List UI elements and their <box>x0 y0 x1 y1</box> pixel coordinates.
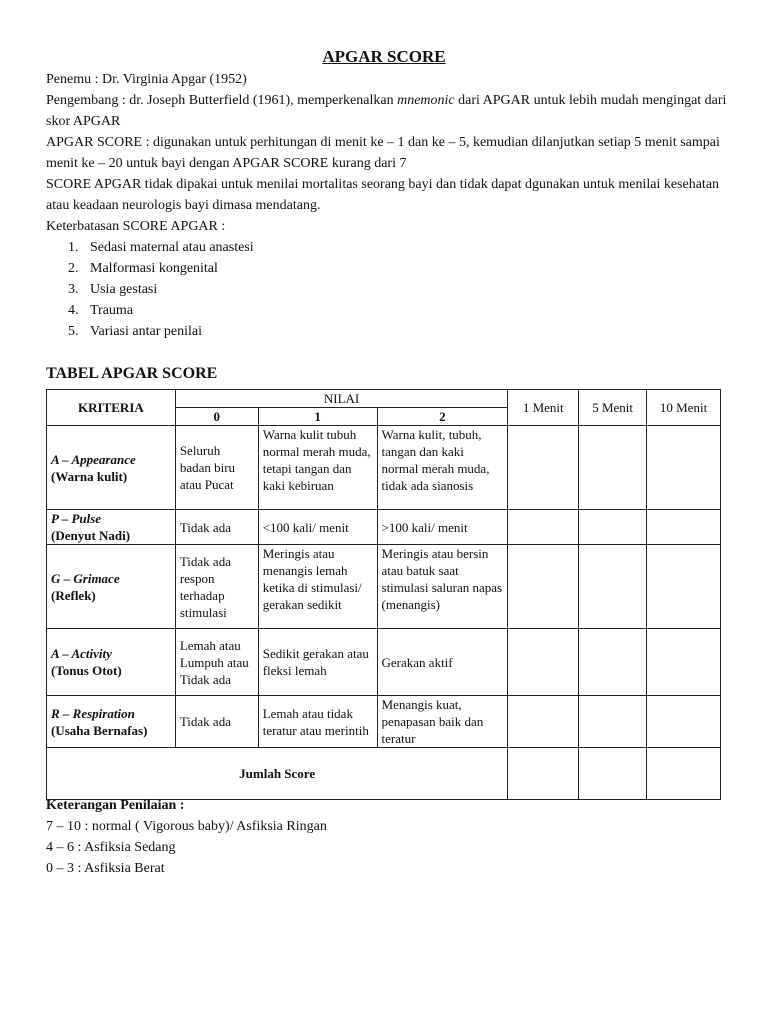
limits-item <box>68 237 254 258</box>
minute-10-cell <box>647 426 721 510</box>
score-0-cell: Seluruh badan biru atau Pucat <box>175 426 258 510</box>
limits-list <box>68 237 254 342</box>
limits-item-text: Malformasi kongenital <box>90 261 218 276</box>
score-0-cell: Lemah atau Lumpuh atau Tidak ada <box>175 629 258 696</box>
limits-item-number: 5. <box>68 324 79 339</box>
legend-section <box>46 795 327 879</box>
limits-item-text: Usia gestasi <box>90 282 158 297</box>
limits-item-number: 4. <box>68 303 79 318</box>
criteria-name: G – Grimace <box>51 570 120 586</box>
developer-text-post: dari APGAR untuk lebih mudah mengingat dari skor APGAR <box>46 93 727 129</box>
score-1-cell: <100 kali/ menit <box>258 510 377 545</box>
criteria-name: A – Appearance <box>51 451 136 467</box>
apgar-table <box>46 389 721 800</box>
table-row <box>47 545 721 629</box>
score-1-cell: Lemah atau tidak teratur atau merintih <box>258 696 377 748</box>
header-kriteria: KRITERIA <box>47 390 176 426</box>
minute-1-cell <box>508 696 579 748</box>
table-row <box>47 426 721 510</box>
minute-5-cell <box>579 696 647 748</box>
header-1-menit: 1 Menit <box>508 390 579 426</box>
criteria-cell <box>47 545 176 629</box>
legend-item: 0 – 3 : Asfiksia Berat <box>46 861 165 876</box>
total-5-menit-cell <box>579 748 647 800</box>
minute-10-cell <box>647 545 721 629</box>
header-score-0: 0 <box>175 408 258 426</box>
developer-text-em: mnemonic <box>397 93 455 108</box>
intro-section <box>46 69 736 237</box>
inventor-line: Penemu : Dr. Virginia Apgar (1952) <box>46 72 247 87</box>
score-0-cell: Tidak ada <box>175 696 258 748</box>
minute-1-cell <box>508 545 579 629</box>
criteria-sub: (Denyut Nadi) <box>51 528 131 543</box>
minute-1-cell <box>508 629 579 696</box>
minute-10-cell <box>647 629 721 696</box>
minute-10-cell <box>647 696 721 748</box>
legend-item: 7 – 10 : normal ( Vigorous baby)/ Asfiksia Ringan <box>46 819 327 834</box>
score-1-cell: Meringis atau menangis lemah ketika di stimulasi/ gerakan sedikit <box>258 545 377 629</box>
minute-5-cell <box>579 426 647 510</box>
criteria-cell <box>47 629 176 696</box>
header-10-menit: 10 Menit <box>647 390 721 426</box>
header-5-menit: 5 Menit <box>579 390 647 426</box>
table-title: TABEL APGAR SCORE <box>46 365 218 382</box>
score-1-cell: Warna kulit tubuh normal merah muda, tetapi tangan dan kaki kebiruan <box>258 426 377 510</box>
legend-title: Keterangan Penilaian : <box>46 798 185 813</box>
table-row <box>47 696 721 748</box>
table-row <box>47 510 721 545</box>
header-score-2: 2 <box>377 408 508 426</box>
score-0-cell: Tidak ada respon terhadap stimulasi <box>175 545 258 629</box>
score-2-cell: Menangis kuat, penapasan baik dan teratur <box>377 696 508 748</box>
limits-item-number: 2. <box>68 261 79 276</box>
minute-1-cell <box>508 510 579 545</box>
limits-item <box>68 258 254 279</box>
header-score-1: 1 <box>258 408 377 426</box>
criteria-name: A – Activity <box>51 646 112 661</box>
score-2-cell: >100 kali/ menit <box>377 510 508 545</box>
table-header-row <box>47 390 721 408</box>
limits-item-text: Sedasi maternal atau anastesi <box>90 240 254 255</box>
minute-5-cell <box>579 510 647 545</box>
score-2-cell: Gerakan aktif <box>377 629 508 696</box>
total-10-menit-cell <box>647 748 721 800</box>
criteria-name: R – Respiration <box>51 705 135 721</box>
limits-item-number: 3. <box>68 282 79 297</box>
minute-10-cell <box>647 510 721 545</box>
score-2-cell: Warna kulit, tubuh, tangan dan kaki normal merah muda, tidak ada sianosis <box>377 426 508 510</box>
score-1-cell: Sedikit gerakan atau fleksi lemah <box>258 629 377 696</box>
minute-1-cell <box>508 426 579 510</box>
limits-item-number: 1. <box>68 240 79 255</box>
criteria-name: P – Pulse <box>51 511 102 526</box>
total-1-menit-cell <box>508 748 579 800</box>
limits-title: Keterbatasan SCORE APGAR : <box>46 219 226 234</box>
developer-text-pre: Pengembang : dr. Joseph Butterfield (1961), memperkenalkan <box>46 93 398 108</box>
criteria-sub: (Usaha Bernafas) <box>51 722 148 738</box>
score-0-cell: Tidak ada <box>175 510 258 545</box>
total-row <box>47 748 721 800</box>
limits-item <box>68 279 254 300</box>
usage-line: APGAR SCORE : digunakan untuk perhitungan di menit ke – 1 dan ke – 5, kemudian dilanjutkan setiap 5 menit sampai menit ke – 20 untuk bayi dengan APGAR SCORE kurang dari 7 <box>46 135 720 171</box>
limits-item <box>68 300 254 321</box>
criteria-cell <box>47 426 176 510</box>
criteria-sub: (Warna kulit) <box>51 468 128 484</box>
document-title: APGAR SCORE <box>322 47 446 66</box>
limits-item-text: Trauma <box>90 303 134 318</box>
total-label: Jumlah Score <box>47 748 508 800</box>
criteria-sub: (Tonus Otot) <box>51 663 122 678</box>
limits-item-text: Variasi antar penilai <box>90 324 202 339</box>
developer-line <box>46 90 736 132</box>
table-row <box>47 629 721 696</box>
legend-item: 4 – 6 : Asfiksia Sedang <box>46 840 176 855</box>
header-nilai: NILAI <box>175 390 507 408</box>
limits-item <box>68 321 254 342</box>
note-line: SCORE APGAR tidak dipakai untuk menilai mortalitas seorang bayi dan tidak dapat dgunakan untuk menilai kesehatan atau keadaan neurologis bayi dimasa mendatang. <box>46 177 720 213</box>
score-2-cell: Meringis atau bersin atau batuk saat stimulasi saluran napas (menangis) <box>377 545 508 629</box>
criteria-cell <box>47 696 176 748</box>
minute-5-cell <box>579 545 647 629</box>
minute-5-cell <box>579 629 647 696</box>
criteria-sub: (Reflek) <box>51 587 96 603</box>
criteria-cell <box>47 510 176 545</box>
